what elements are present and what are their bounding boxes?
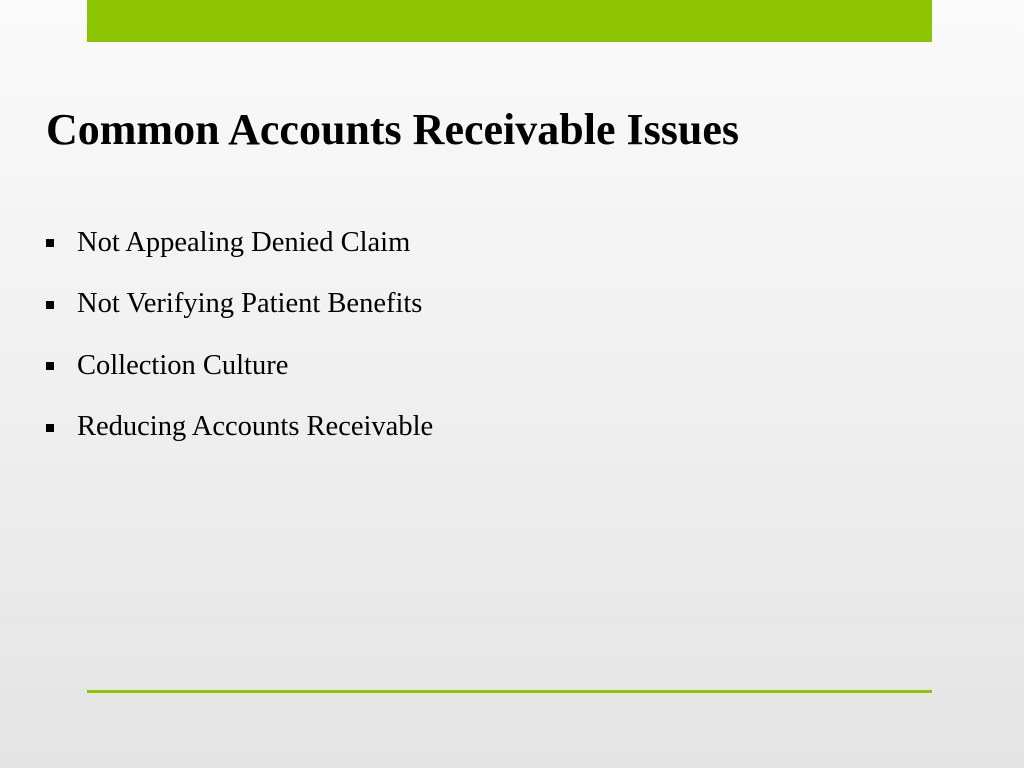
bullet-item-3 [46, 346, 433, 386]
bullet-text: Reducing Accounts Receivable [77, 411, 434, 443]
square-bullet-icon [46, 239, 54, 247]
bullet-text: Collection Culture [77, 349, 289, 381]
square-bullet-icon [46, 424, 54, 432]
bullet-item-1 [46, 223, 433, 263]
square-bullet-icon [46, 362, 54, 370]
square-bullet-icon [46, 301, 54, 309]
bullet-item-2 [46, 285, 433, 325]
top-accent-bar [87, 0, 932, 42]
bullet-item-4 [46, 408, 433, 448]
bullet-list [46, 223, 433, 469]
bottom-accent-rule [87, 690, 932, 693]
slide-title: Common Accounts Receivable Issues [46, 105, 739, 154]
bullet-text: Not Verifying Patient Benefits [77, 288, 423, 320]
bullet-text: Not Appealing Denied Claim [77, 226, 411, 258]
